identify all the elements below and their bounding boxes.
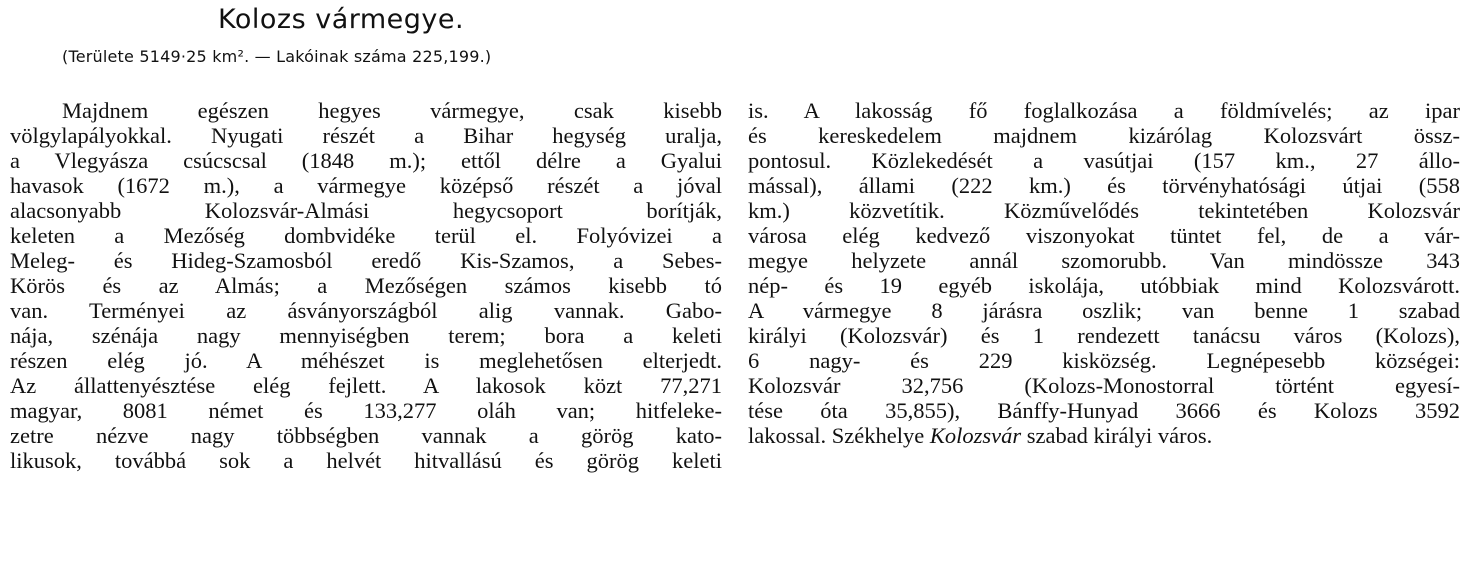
- page-subtitle: (Területe 5149·25 km². — Lakóinak száma 225,199.): [62, 47, 492, 66]
- text-line: havasok (1672 m.), a vármegye középső részét a jóval: [10, 173, 722, 198]
- text-line: mással), állami (222 km.) és törvényhatósági útjai (558: [748, 173, 1460, 198]
- text-line: 6 nagy- és 229 kisközség. Legnépesebb községei:: [748, 348, 1460, 373]
- text-line: Az állattenyésztése elég fejlett. A lakosok közt 77,271: [10, 373, 722, 398]
- text-line: Majdnem egészen hegyes vármegye, csak kisebb: [62, 98, 722, 123]
- text-line: megye helyzete annál szomorubb. Van mindössze 343: [748, 248, 1460, 273]
- text-line: királyi (Kolozsvár) és 1 rendezett tanácsu város (Kolozs),: [748, 323, 1460, 348]
- left-text-column: [10, 98, 722, 473]
- text-line: és kereskedelem majdnem kizárólag Kolozsvárt össz-: [748, 123, 1460, 148]
- text-line: km.) közvetítik. Közművelődés tekintetében Kolozsvár: [748, 198, 1460, 223]
- text-line: A vármegye 8 járásra oszlik; van benne 1 szabad: [748, 298, 1460, 323]
- final-line-start: lakossal. Székhelye: [748, 423, 930, 448]
- text-line: magyar, 8081 német és 133,277 oláh van; hitfeleke-: [10, 398, 722, 423]
- final-line-end: szabad királyi város.: [1021, 423, 1213, 448]
- text-line: tése óta 35,855), Bánffy-Hunyad 3666 és Kolozs 3592: [748, 398, 1460, 423]
- text-line: zetre nézve nagy többségben vannak a görög kato-: [10, 423, 722, 448]
- text-line: van. Terményei az ásványországból alig vannak. Gabo-: [10, 298, 722, 323]
- text-line: részen elég jó. A méhészet is meglehetősen elterjedt.: [10, 348, 722, 373]
- text-line: a Vlegyásza csúcscsal (1848 m.); ettől délre a Gyalui: [10, 148, 722, 173]
- text-line-final: [748, 423, 1460, 448]
- text-line: völgylapályokkal. Nyugati részét a Bihar hegység uralja,: [10, 123, 722, 148]
- right-text-column: [748, 98, 1460, 448]
- text-line: nája, szénája nagy mennyiségben terem; bora a keleti: [10, 323, 722, 348]
- text-line: nép- és 19 egyéb iskolája, utóbbiak mind Kolozsvárott.: [748, 273, 1460, 298]
- text-line: pontosul. Közlekedését a vasútjai (157 km., 27 állo-: [748, 148, 1460, 173]
- text-line: Kolozsvár 32,756 (Kolozs-Monostorral történt egyesí-: [748, 373, 1460, 398]
- text-line: alacsonyabb Kolozsvár-Almási hegycsoport borítják,: [10, 198, 722, 223]
- text-line: keleten a Mezőség dombvidéke terül el. Folyóvizei a: [10, 223, 722, 248]
- page-title: Kolozs vármegye.: [218, 4, 465, 35]
- text-line: városa elég kedvező viszonyokat tüntet fel, de a vár-: [748, 223, 1460, 248]
- text-line: is. A lakosság fő foglalkozása a földmívelés; az ipar: [748, 98, 1460, 123]
- seat-city-name: Kolozsvár: [929, 423, 1022, 448]
- text-line: Meleg- és Hideg-Szamosból eredő Kis-Szamos, a Sebes-: [10, 248, 722, 273]
- text-line: Körös és az Almás; a Mezőségen számos kisebb tó: [10, 273, 722, 298]
- text-line: likusok, továbbá sok a helvét hitvallású és görög keleti: [10, 448, 722, 473]
